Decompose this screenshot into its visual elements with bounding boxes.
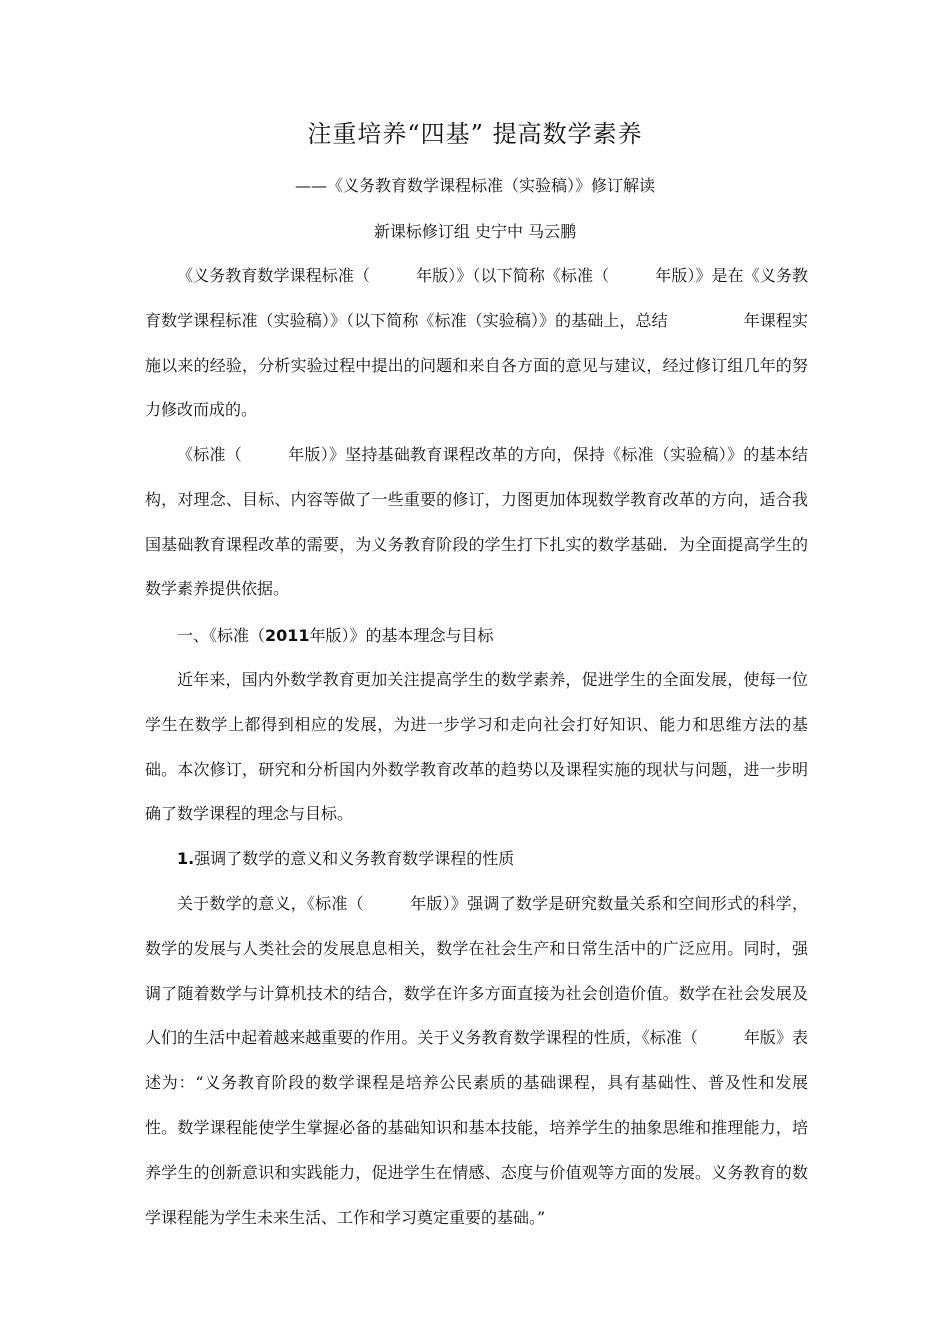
section-heading-1-suffix: 年版）》的基本理念与目标	[309, 626, 494, 645]
paragraph-intro-part-a: 《义务教育数学课程标准（	[177, 266, 370, 285]
paragraph-direction	[145, 433, 808, 612]
section-heading-2	[177, 845, 817, 873]
paragraph-meaning-part-a: 关于数学的意义，《标准（	[177, 894, 364, 913]
paragraph-intro-part-b: 年版）》（以下简称《标准（	[416, 266, 610, 285]
paragraph-intro-part-c: 年版）》是在《义务教育数学课程标准（实验稿）》（以下简称《标准（实验稿）》的基础上，总结	[145, 266, 808, 330]
paragraph-recent-years: 近年来，国内外数学教育更加关注提高学生的数学素养，促进学生的全面发展，使每一位学生在数学上都得到相应的发展，为进一步学习和走向社会打好知识、能力和思维方法的基础。本次修订，研究和分析国内外数学教育改革的趋势以及课程实施的现状与问题，进一步明确了数学课程的理念与目标。	[145, 670, 808, 824]
paragraph-direction-part-a: 《标准（	[177, 445, 242, 464]
paragraph-direction-part-b: 年版）》坚持基础教育课程改革的方向，保持《标准（实验稿）》的基本结构，对理念、目标、内容等做了一些重要的修订，力图更加体现数学教育改革的方向，适合我国基础教育课程改革的需要，为义务教育阶段的学生打下扎实的数学基础．为全面提高学生的数学素养提供依据。	[145, 445, 808, 599]
paragraph-meaning-part-b: 年版）》强调了数学是研究数量关系和空间形式的科学，数学的发展与人类社会的发展息息相关，数学在社会生产和日常生活中的广泛应用。同时，强调了随着数学与计算机技术的结合，数学在许多方面直接为社会创造价值。数学在社会发展及人们的生活中起着越来越重要的作用。关于义务教育数学课程的性质，《标准（	[145, 894, 808, 1048]
section-heading-1	[177, 622, 817, 650]
section-heading-2-text: 强调了数学的意义和义务教育数学课程的性质	[194, 849, 515, 868]
paragraph-intro	[145, 254, 808, 433]
section-heading-1-year: 2011	[265, 626, 310, 645]
document-title: 注重培养“四基” 提高数学素养	[307, 120, 643, 148]
section-heading-1-prefix: 一、《标准（	[177, 626, 266, 645]
paragraph-intro-part-d: 年课程实施以来的经验，分析实验过程中提出的问题和来自各方面的意见与建议，经过修订组几年的努力修改而成的。	[145, 310, 808, 420]
section-heading-2-number: 1.	[177, 849, 195, 868]
paragraph-meaning-part-c: 年版》表述为：“义务教育阶段的数学课程是培养公民素质的基础课程，具有基础性、普及性和发展性。数学课程能使学生掌握必备的基础知识和基本技能，培养学生的抽象思维和推理能力，培养学生的创新意识和实践能力，促进学生在情感、态度与价值观等方面的发展。义务教育的数学课程能为学生未来生活、工作和学习奠定重要的基础。”	[145, 1028, 808, 1227]
document-subtitle: ——《义务教育数学课程标准（实验稿）》修订解读	[294, 176, 655, 195]
paragraph-meaning	[145, 882, 808, 1240]
document-authors: 新课标修订组 史宁中 马云鹏	[373, 222, 577, 241]
